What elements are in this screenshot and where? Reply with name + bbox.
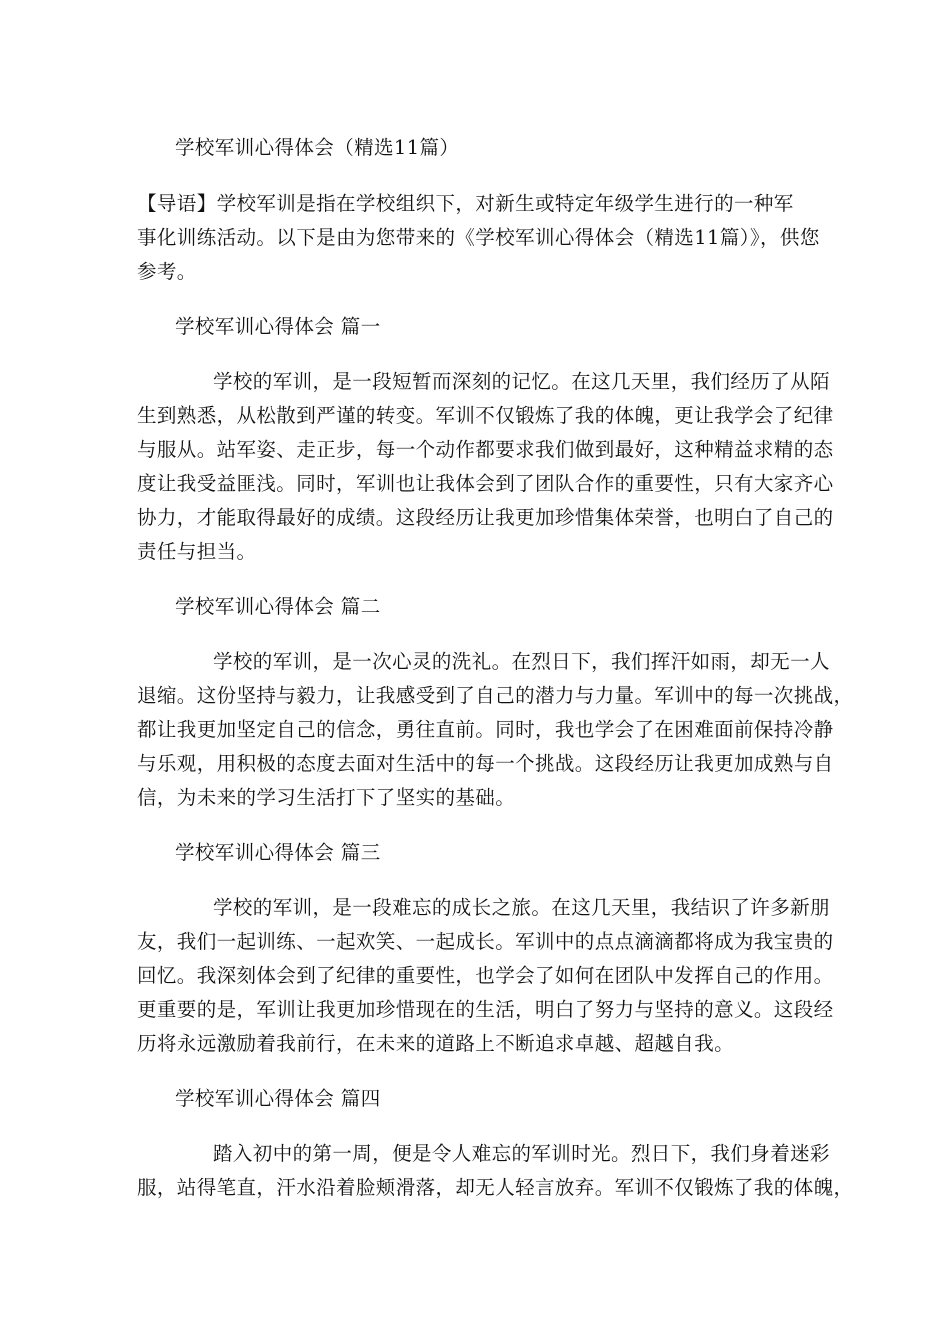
intro-line: 事化训练活动。以下是由为您带来的《学校军训心得体会（精选11篇）》，供您 [137,226,820,249]
paragraph-line: 学校的军训，是一次心灵的洗礼。在烈日下，我们挥汗如雨，却无一人 [213,650,830,673]
intro-paragraph [137,187,821,289]
paragraph-line: 生到熟悉，从松散到严谨的转变。军训不仅锻炼了我的体魄，更让我学会了纪律 [137,404,834,427]
paragraph-line: 历将永远激励着我前行，在未来的道路上不断追求卓越、超越自我。 [137,1032,735,1055]
paragraph-line: 责任与担当。 [137,540,257,563]
section-paragraph [137,1137,854,1205]
paragraph-line: 与乐观，用积极的态度去面对生活中的每一个挑战。这段经历让我更加成熟与自 [137,752,834,775]
section-paragraph [137,645,854,815]
paragraph-line: 度让我受益匪浅。同时，军训也让我体会到了团队合作的重要性，只有大家齐心 [137,472,834,495]
paragraph-line: 学校的军训，是一段难忘的成长之旅。在这几天里，我结识了许多新朋 [213,896,830,919]
paragraph-line: 学校的军训，是一段短暂而深刻的记忆。在这几天里，我们经历了从陌 [213,370,830,393]
paragraph-line: 更重要的是，军训让我更加珍惜现在的生活，明白了努力与坚持的意义。这段经 [137,998,834,1021]
paragraph-line: 服，站得笔直，汗水沿着脸颊滑落，却无人轻言放弃。军训不仅锻炼了我的体魄， [137,1176,854,1199]
section-heading: 学校军训心得体会 篇三 [175,841,381,864]
paragraph-line: 协力，才能取得最好的成绩。这段经历让我更加珍惜集体荣誉，也明白了自己的 [137,506,834,529]
section-heading: 学校军训心得体会 篇一 [175,315,381,338]
intro-line: 【导语】学校军训是指在学校组织下，对新生或特定年级学生进行的一种军 [137,192,794,215]
paragraph-line: 都让我更加坚定自己的信念，勇往直前。同时，我也学会了在困难面前保持冷静 [137,718,834,741]
document-content [137,131,854,1205]
document-title: 学校军训心得体会（精选11篇） [175,136,460,159]
paragraph-line: 与服从。站军姿、走正步，每一个动作都要求我们做到最好，这种精益求精的态 [137,438,834,461]
intro-line: 参考。 [137,260,197,283]
paragraph-line: 信，为未来的学习生活打下了坚实的基础。 [137,786,516,809]
paragraph-line: 踏入初中的第一周，便是令人难忘的军训时光。烈日下，我们身着迷彩 [213,1142,830,1165]
section-heading: 学校军训心得体会 篇二 [175,595,381,618]
paragraph-line: 回忆。我深刻体会到了纪律的重要性，也学会了如何在团队中发挥自己的作用。 [137,964,834,987]
paragraph-line: 友，我们一起训练、一起欢笑、一起成长。军训中的点点滴滴都将成为我宝贵的 [137,930,834,953]
section-paragraph [137,365,834,569]
section-paragraph [137,891,834,1061]
section-heading: 学校军训心得体会 篇四 [175,1087,381,1110]
paragraph-line: 退缩。这份坚持与毅力，让我感受到了自己的潜力与力量。军训中的每一次挑战， [137,684,854,707]
